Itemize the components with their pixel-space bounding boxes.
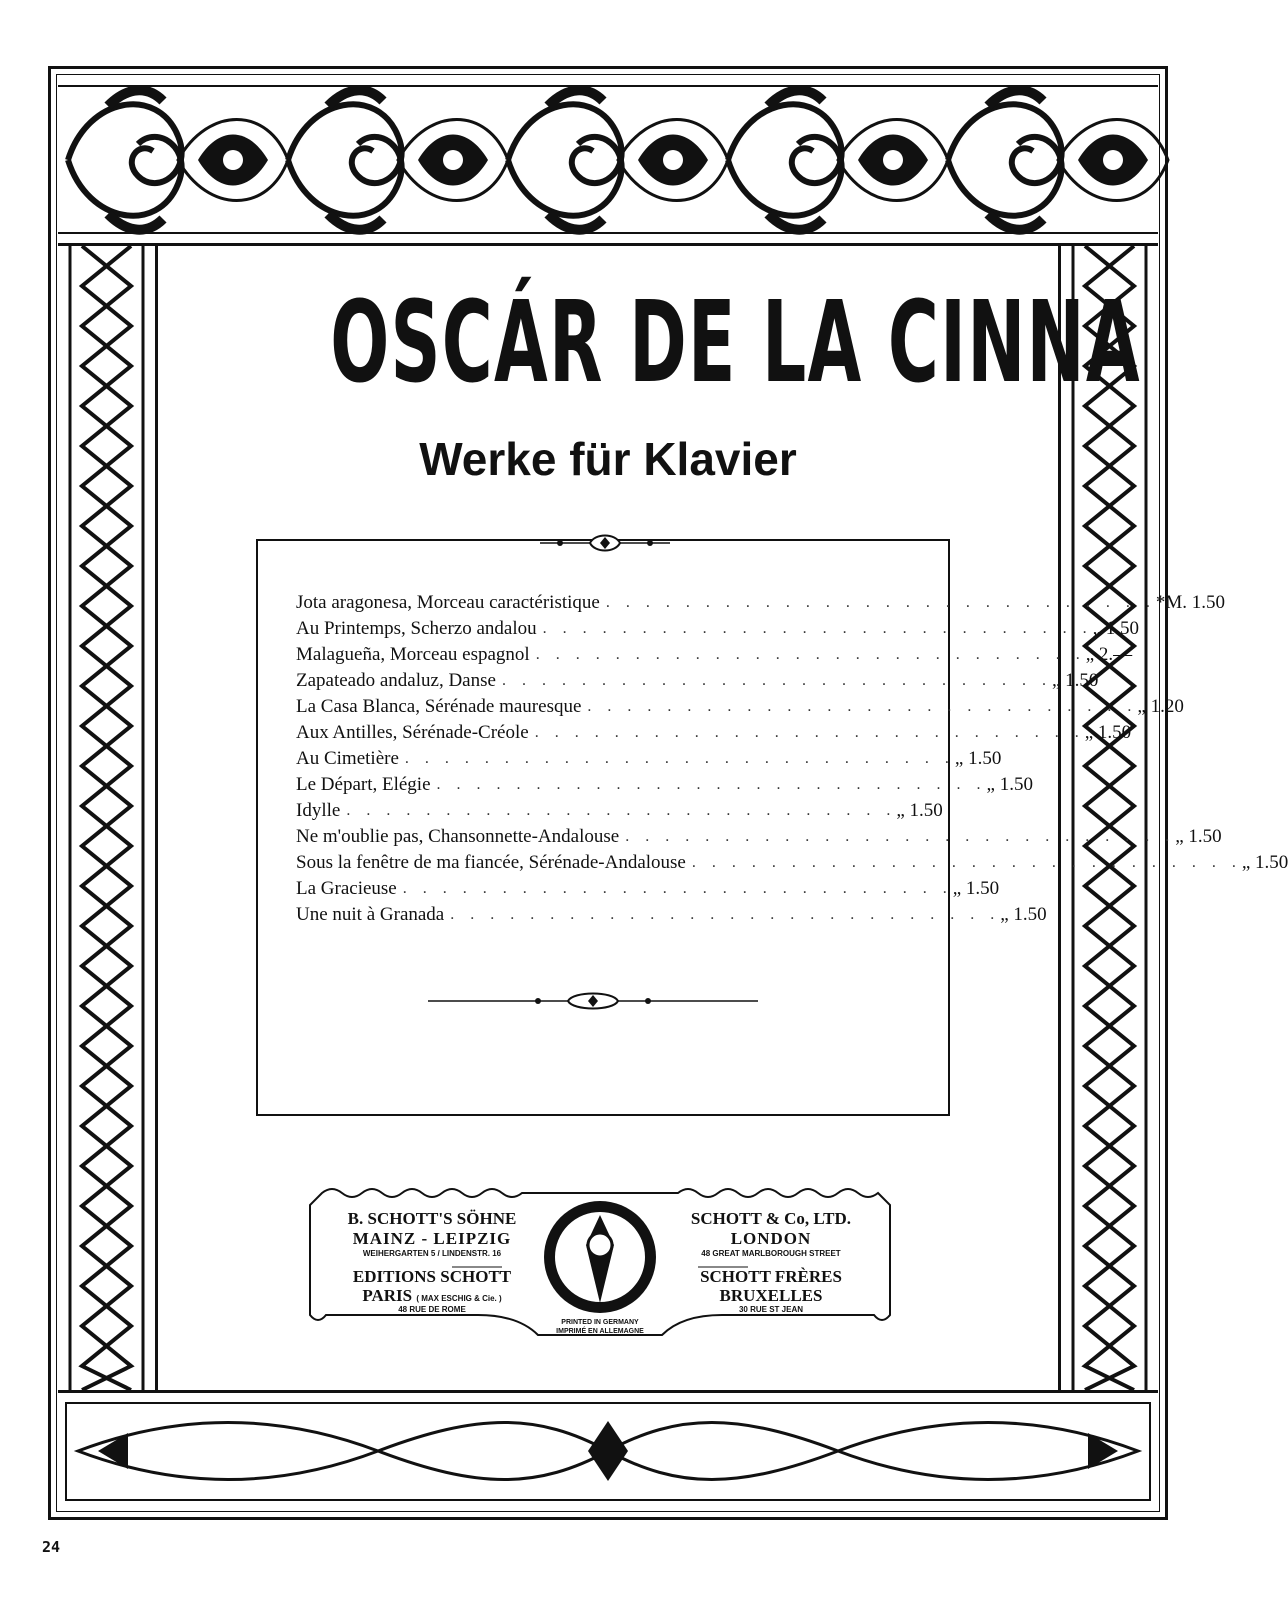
printed-in-germany: PRINTED IN GERMANY [561, 1319, 639, 1326]
work-row: Sous la fenêtre de ma fiancée, Sérénade-Andalouse . . . . . . . . . . . . . . . . . . . . . . . . . . . . „ 1.50 [296, 850, 916, 876]
publisher-left-name2: EDITIONS SCHOTT [352, 1267, 512, 1286]
publisher-right-name1: SCHOTT & Co, LTD. [690, 1209, 852, 1228]
work-title: Idylle [296, 798, 346, 824]
publisher-left-city2: PARIS ( MAX ESCHIG & Cie. ) [362, 1286, 502, 1305]
work-row: Malagueña, Morceau espagnol . . . . . . . . . . . . . . . . . . . . . . . . . . . . „ 2.— [296, 642, 916, 668]
composer-name: OSCÁR DE LA CINNA [330, 278, 1141, 408]
work-title: Au Printemps, Scherzo andalou [296, 616, 543, 642]
work-row: Une nuit à Granada . . . . . . . . . . . . . . . . . . . . . . . . . . . . „ 1.50 [296, 902, 916, 928]
work-price: „ 1.50 [986, 774, 1033, 795]
publisher-right-name2: SCHOTT FRÈRES [700, 1267, 842, 1286]
bottom-ornament-border [58, 1390, 1158, 1510]
right-lattice-border [1058, 246, 1158, 1390]
work-title: La Gracieuse [296, 876, 403, 902]
publisher-right-addr1: 48 GREAT MARLBOROUGH STREET [701, 1249, 841, 1258]
work-title: Le Départ, Elégie [296, 772, 437, 798]
top-arabesque-ornament [58, 76, 1158, 243]
list-top-ornament [540, 533, 670, 553]
publisher-left-city1: MAINZ - LEIPZIG [352, 1229, 512, 1248]
work-row: La Casa Blanca, Sérénade mauresque . . . . . . . . . . . . . . . . . . . . . . . . . . . . „ 1.20 [296, 694, 916, 720]
work-title: Aux Antilles, Sérénade-Créole [296, 720, 535, 746]
work-price: „ 1.20 [1137, 696, 1184, 717]
work-price: „ 1.50 [952, 878, 1000, 899]
work-row: Idylle . . . . . . . . . . . . . . . . . . . . . . . . . . . . „ 1.50 [296, 798, 916, 824]
work-title: Ne m'oublie pas, Chansonnette-Andalouse [296, 824, 625, 850]
publisher-left-addr1: WEIHERGARTEN 5 / LINDENSTR. 16 [362, 1249, 502, 1258]
work-row: Au Cimetière . . . . . . . . . . . . . . . . . . . . . . . . . . . . „ 1.50 [296, 746, 916, 772]
work-title: Une nuit à Granada [296, 902, 450, 928]
work-price: „ 1.50 [896, 800, 943, 821]
publisher-left-addr2: 48 RUE DE ROME [398, 1305, 466, 1314]
publisher-left-city2-note: ( MAX ESCHIG & Cie. ) [416, 1294, 502, 1303]
work-row: Ne m'oublie pas, Chansonnette-Andalouse . . . . . . . . . . . . . . . . . . . . . . . . . . . . „ 1.50 [296, 824, 916, 850]
work-row: Aux Antilles, Sérénade-Créole . . . . . . . . . . . . . . . . . . . . . . . . . . . . „ 1.50 [296, 720, 916, 746]
work-row: Le Départ, Elégie . . . . . . . . . . . . . . . . . . . . . . . . . . . . „ 1.50 [296, 772, 916, 798]
work-title: Zapateado andaluz, Danse [296, 668, 502, 694]
works-list [296, 590, 1288, 928]
work-price: „ 1.50 [1241, 852, 1288, 873]
work-row: Jota aragonesa, Morceau caractéristique . . . . . . . . . . . . . . . . . . . . . . . . . . . . *M. 1.50 [296, 590, 916, 616]
publisher-right-city1: LONDON [730, 1229, 812, 1248]
list-bottom-ornament [428, 991, 758, 1011]
work-title: Au Cimetière [296, 746, 405, 772]
work-price: *M. 1.50 [1155, 592, 1225, 613]
imprime-en-allemagne: IMPRIMÉ EN ALLEMAGNE [556, 1328, 644, 1335]
work-price: „ 1.50 [1051, 670, 1099, 691]
work-title: Sous la fenêtre de ma fiancée, Sérénade-Andalouse [296, 850, 692, 876]
work-price: „ 1.50 [1084, 722, 1132, 743]
work-title: Jota aragonesa, Morceau caractéristique [296, 590, 606, 616]
right-lattice-ornament [1061, 246, 1158, 1390]
work-price: „ 1.50 [954, 748, 1002, 769]
collection-subtitle: Werke für Klavier [419, 433, 797, 485]
work-price: „ 2.— [1085, 644, 1133, 665]
left-lattice-ornament [58, 246, 155, 1390]
work-row: Au Printemps, Scherzo andalou . . . . . . . . . . . . . . . . . . . . . . . . . . . . „ 1.50 [296, 616, 916, 642]
work-price: „ 1.50 [1175, 826, 1222, 847]
left-lattice-border [58, 246, 158, 1390]
top-ornament-border [58, 76, 1158, 246]
work-title: Malagueña, Morceau espagnol [296, 642, 536, 668]
work-row: Zapateado andaluz, Danse . . . . . . . . . . . . . . . . . . . . . . . . . . . . „ 1.50 [296, 668, 916, 694]
work-row: La Gracieuse . . . . . . . . . . . . . . . . . . . . . . . . . . . . „ 1.50 [296, 876, 916, 902]
publisher-right-addr2: 30 RUE ST JEAN [738, 1305, 804, 1314]
bottom-arabesque-ornament [58, 1393, 1158, 1510]
work-title: La Casa Blanca, Sérénade mauresque [296, 694, 587, 720]
page-number: 24 [42, 1538, 61, 1556]
work-price: „ 1.50 [1092, 618, 1140, 639]
work-price: „ 1.50 [1000, 904, 1047, 925]
publisher-left-name1: B. SCHOTT'S SÖHNE [347, 1209, 517, 1228]
publisher-right-city2: BRUXELLES [719, 1286, 823, 1305]
publisher-imprint [302, 1185, 898, 1347]
